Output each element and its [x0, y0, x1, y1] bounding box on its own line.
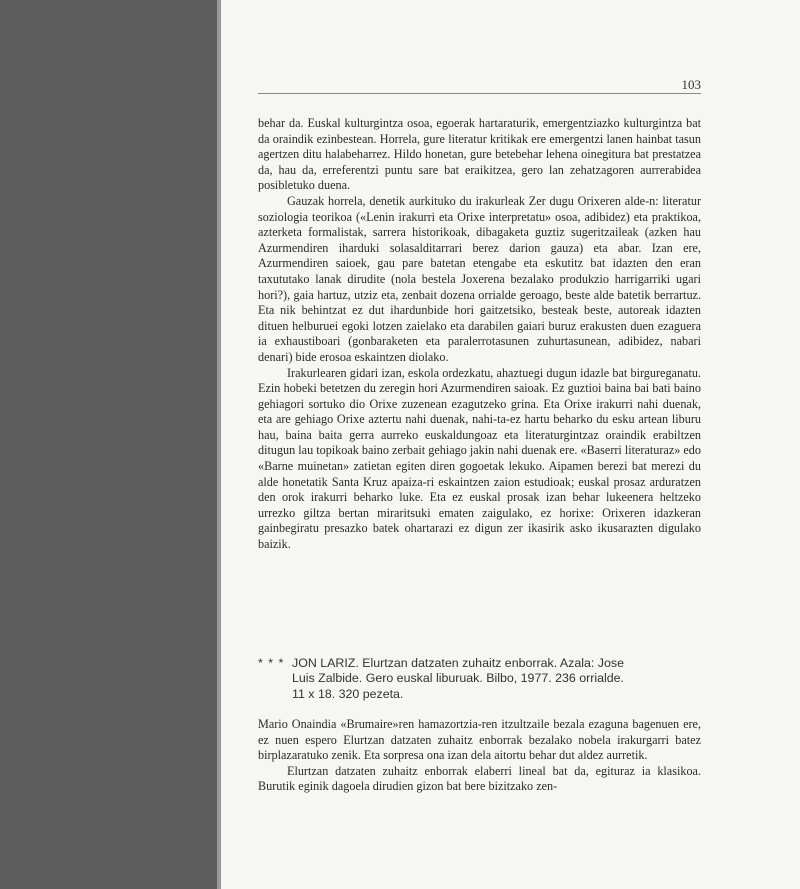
review-paragraph-1: Mario Onaindia «Brumaire»ren hamazortzia-ren itzultzaile bezala ezaguna bagenuen ere, ez nuen espero Elurtzan datzaten zuhaitz enborrak bezalako nobela irakurgarri batez birplazaratuko zenik. Eta sorpresa ona izan dela aitortu behar dut aldez aurretik.	[258, 717, 701, 763]
review-line-2: Luis Zalbide. Gero euskal liburuak. Bilbo, 1977. 236 orrialde.	[292, 671, 624, 686]
review-stars: * * *	[258, 656, 285, 670]
header-rule	[258, 93, 701, 94]
review-paragraph-2: Elurtzan datzaten zuhaitz enborrak elaberri lineal bat da, egituraz ia klasikoa. Burutik eginik dagoela dirudien gizon bat bere bizitzako zen-	[258, 763, 701, 794]
page-number: 103	[681, 77, 701, 92]
review-line-3: 11 x 18. 320 pezeta.	[292, 686, 404, 701]
paragraph-1: behar da. Euskal kulturgintza osoa, egoerak hartaraturik, emergentziazko kulturgintza bat da oraindik ezinbestean. Horrela, gure literatur kritikak ere emergentzi lanen hainbat tasun agertzen ditu halabeharrez. Hildo honetan, gure betebehar lehena oinegitura bat prestatzea da, hau da, erreferentzi puntu sare bat eraikitzea, gero lan zehatzagoren aurrerabidea posibletuko duena.	[258, 116, 701, 193]
book-review-header	[258, 656, 701, 702]
scan-dark-margin	[0, 0, 217, 889]
paragraph-3: Irakurlearen gidari izan, eskola ordezkatu, ahaztuegi dugun idazle bat birgureganatu. Ezin hobeki betetzen du zeregin hori Azurmendiren saioak. Ez guztioi baina bai bati baino gehiagori sortuko dio Orixe zuzenean ezagutzeko grina. Eta Orixe irakurri nahi duenak, eta are gehiago Orixe aztertu nahi duenak, nahi-ta-ez hartu beharko du esku artean liburu hau, baina baita gerra aurreko euskaldungoaz eta literaturgintzaz oraindik erabiltzen ditugun lau topikoak baino zerbait gehiago jakin nahi duenak ere. «Baserri literaturaz» edo «Barne muinetan» zatietan egiten diren gogoetak lekuko. Aipamen berezi bat merezi du alde honetatik Santa Kruz apaiza-ri eskaintzen zaion estudioak; euskal prosaz arduratzen den orok irakurri beharko luke. Eta ez euskal prosak izan behar lukeenera heltzeko urrezko giltza bertan miraritsuki ematen zaigulako, ez horixe: Orixeren idazkeran gainbegiratu presazko batek ohartarazi ez digun zer ikasirik asko ikusarazten digulako baizik.	[258, 365, 701, 552]
review-body-text	[258, 717, 701, 795]
body-text	[258, 116, 701, 553]
paragraph-2: Gauzak horrela, denetik aurkituko du irakurleak Zer dugu Orixeren alde-n: literatur soziologia teorikoa («Lenin irakurri eta Orixe interpretatu» osoa, adibidez) eta praktikoa, azterketa formalistak, sarrera historikoak, dibagaketa guztiz sugeritzaileak (azken hau Azurmendiren iharduki solasalditarrari berez darion gauza) eta abar. Izan ere, Azurmendiren saioek, gau pare batetan etengabe eta eskutitz bat idazten den eran taxututako lanak dirudite (nola bestela Joxerena bezalako produkzio harrigarriki ugari hori?), gaia hartuz, utziz eta, zenbait dozena orrialde geroago, beste alde batetik berrartuz. Eta nik behintzat ez dut ihardunbide hori gaitzetsiko, besteak beste, autoreak idazten dituen helburuei egoki lotzen zaielako eta darabilen gaiari buruz erakusten duen ezaguera ia exhaustiboari (gonbaraketen eta paralerrotasunen zuhurtasunean, adibidez, nabari denari) bide erosoa eskaintzen diolako.	[258, 193, 701, 364]
review-line-1: JON LARIZ. Elurtzan datzaten zuhaitz enborrak. Azala: Jose	[292, 656, 624, 670]
